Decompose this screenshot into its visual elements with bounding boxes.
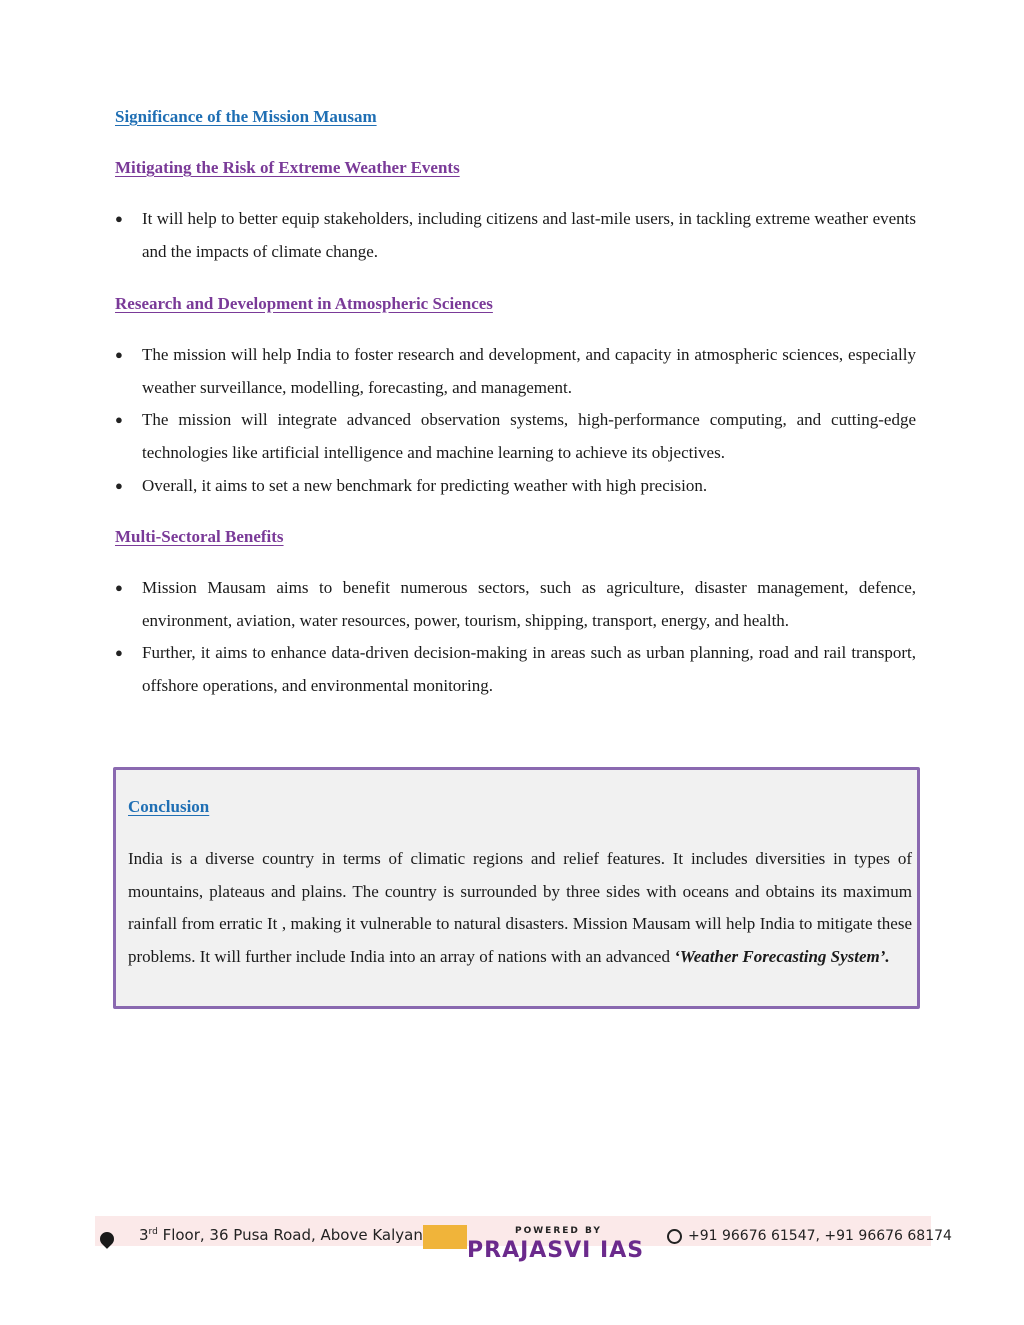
address-sup: rd [148,1227,158,1237]
list-item-text: The mission will help India to foster research and development, and capacity in atmospheric sciences, especially weather surveillance, modelling, forecasting, and management. [142,345,916,397]
powered-by-label: POWERED BY [515,1226,602,1236]
location-pin-icon [97,1229,117,1249]
address-prefix: 3 [139,1226,149,1244]
conclusion-body: India is a diverse country in terms of climatic regions and relief features. It includes diversities in types of mountains, plateaus and plains. The country is surrounded by three sides with oceans and obtains its maximum rainfall from erratic It , making it vulnerable to natural disasters. Mission Mausam will help India to mitigate these problems. It will further include India into an array of nations with an advanced [128,849,912,967]
list-item-text: Mission Mausam aims to benefit numerous sectors, such as agriculture, disaster management, defence, environment, aviation, water resources, power, tourism, shipping, transport, energy, and health. [142,578,916,630]
list-item [115,637,916,702]
list-item-text: It will help to better equip stakeholders, including citizens and last-mile users, in tackling extreme weather events and the impacts of climate change. [142,209,916,261]
heading-conclusion[interactable]: Conclusion [128,797,210,816]
heading-extreme-weather[interactable]: Mitigating the Risk of Extreme Weather Events [115,158,460,177]
heading-multi-sectoral[interactable]: Multi-Sectoral Benefits [115,527,284,546]
bullet-icon: ● [115,477,123,493]
bullet-icon: ● [115,347,123,362]
footer-address [139,1226,423,1244]
footer-banner [95,1216,952,1263]
list-item [115,339,916,404]
list-item-text: The mission will integrate advanced observation systems, high-performance computing, and cutting-edge technologies like artificial intelligence and machine learning to achieve its objectives. [142,410,916,463]
conclusion-emphasis: ‘Weather Forecasting System’. [674,947,890,967]
bullet-icon: ● [115,412,123,428]
list-item-text: Overall, it aims to set a new benchmark for predicting weather with high precision. [142,475,708,495]
phone-icon [667,1229,682,1244]
heading-research[interactable]: Research and Development in Atmospheric Sciences [115,294,493,313]
brand-logo [423,1225,467,1249]
list-item [115,404,916,469]
list-item [115,470,916,503]
bullet-icon: ● [115,580,123,595]
address-rest: Floor, 36 Pusa Road, Above Kalyan [157,1226,423,1244]
heading-significance[interactable]: Significance of the Mission Mausam [115,107,377,126]
list-extreme-weather [115,203,916,268]
list-research [115,339,916,503]
list-item [115,572,916,637]
bullet-icon: ● [115,211,123,226]
bullet-icon: ● [115,645,123,661]
conclusion-text [128,843,912,974]
conclusion-box [113,767,920,1009]
list-item [115,203,916,268]
list-multi-sectoral [115,572,916,703]
list-item-text: Further, it aims to enhance data-driven decision-making in areas such as urban planning, road and rail transport, offshore operations, and environmental monitoring. [142,643,916,696]
footer-phones[interactable]: +91 96676 61547, +91 96676 68174 [688,1228,952,1244]
brand-name: PRAJASVI IAS [467,1238,645,1263]
